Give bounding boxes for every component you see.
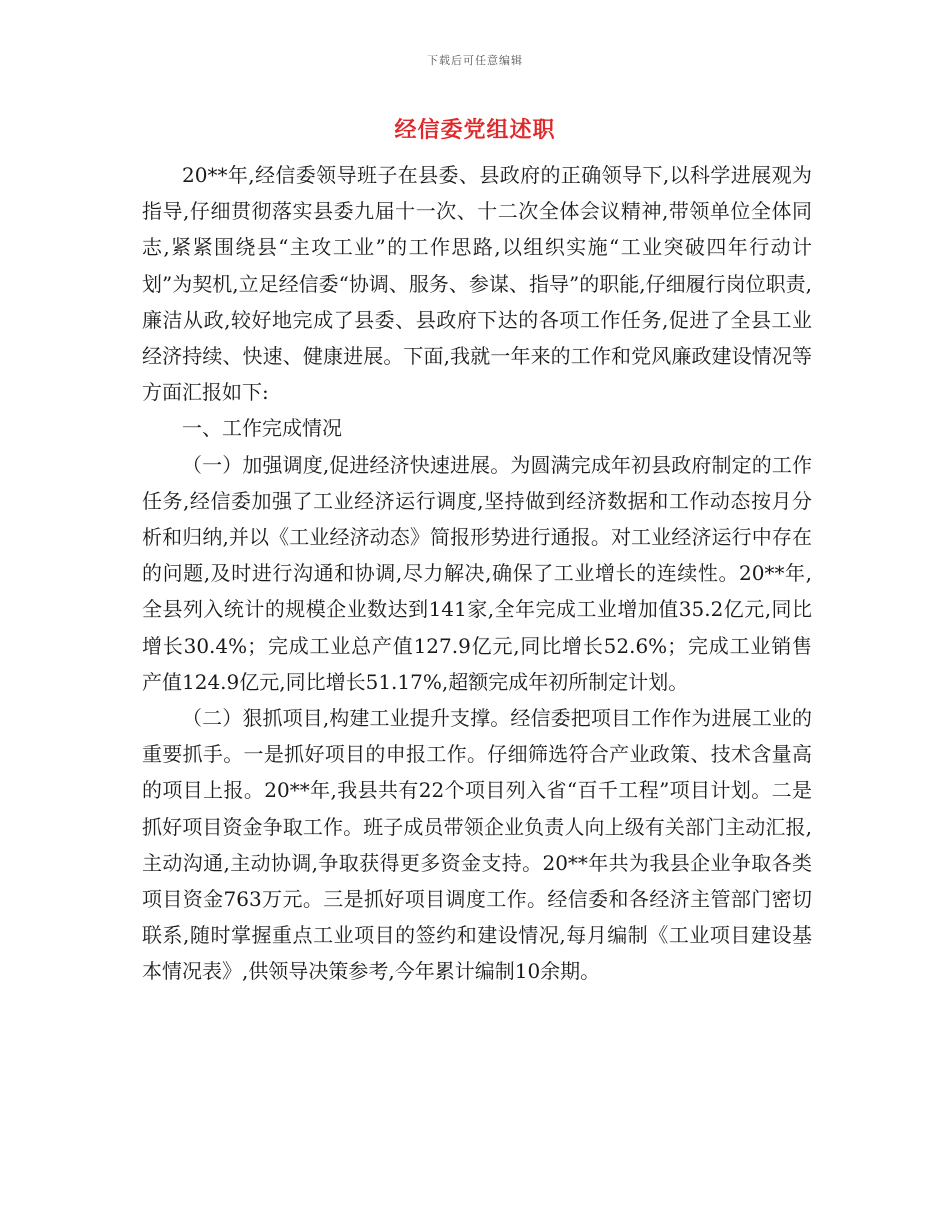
document-body <box>142 157 812 990</box>
header-note: 下载后可任意编辑 <box>427 54 523 67</box>
paragraph-strengthen-dispatch: （一）加强调度,促进经济快速进展。为圆满完成年初县政府制定的工作任务,经信委加强了工业经济运行调度,坚持做到经济数据和工作动态按月分析和归纳,并以《工业经济动态》简报形势进行通报。对工业经济运行中存在的问题,及时进行沟通和协调,尽力解决,确保了工业增长的连续性。20**年,全县列入统计的规模企业数达到141家,全年完成工业增加值35.2亿元,同比增长30.4%；完成工业总产值127.9亿元,同比增长52.6%；完成工业销售产值124.9亿元,同比增长51.17%,超额完成年初所制定计划。 <box>142 452 812 694</box>
paragraph-intro: 20**年,经信委领导班子在县委、县政府的正确领导下,以科学进展观为指导,仔细贯彻落实县委九届十一次、十二次全体会议精神,带领单位全体同志,紧紧围绕县“主攻工业”的工作思路,以组织实施“工业突破四年行动计划”为契机,立足经信委“协调、服务、参谋、指导”的职能,仔细履行岗位职责,廉洁从政,较好地完成了县委、县政府下达的各项工作任务,促进了全县工业经济持续、快速、健康进展。下面,我就一年来的工作和党风廉政建设情况等方面汇报如下: <box>142 163 812 405</box>
paragraph-focus-projects: （二）狠抓项目,构建工业提升支撑。经信委把项目工作作为进展工业的重要抓手。一是抓好项目的申报工作。仔细筛选符合产业政策、技术含量高的项目上报。20**年,我县共有22个项目列入省“百千工程”项目计划。二是抓好项目资金争取工作。班子成员带领企业负责人向上级有关部门主动汇报,主动沟通,主动协调,争取获得更多资金支持。20**年共为我县企业争取各类项目资金763万元。三是抓好项目调度工作。经信委和各经济主管部门密切联系,随时掌握重点工业项目的签约和建设情况,每月编制《工业项目建设基本情况表》,供领导决策参考,今年累计编制10余期。 <box>142 706 812 984</box>
document-title: 经信委党组述职 <box>394 117 556 143</box>
section-heading-work-completion: 一、工作完成情况 <box>182 416 342 441</box>
